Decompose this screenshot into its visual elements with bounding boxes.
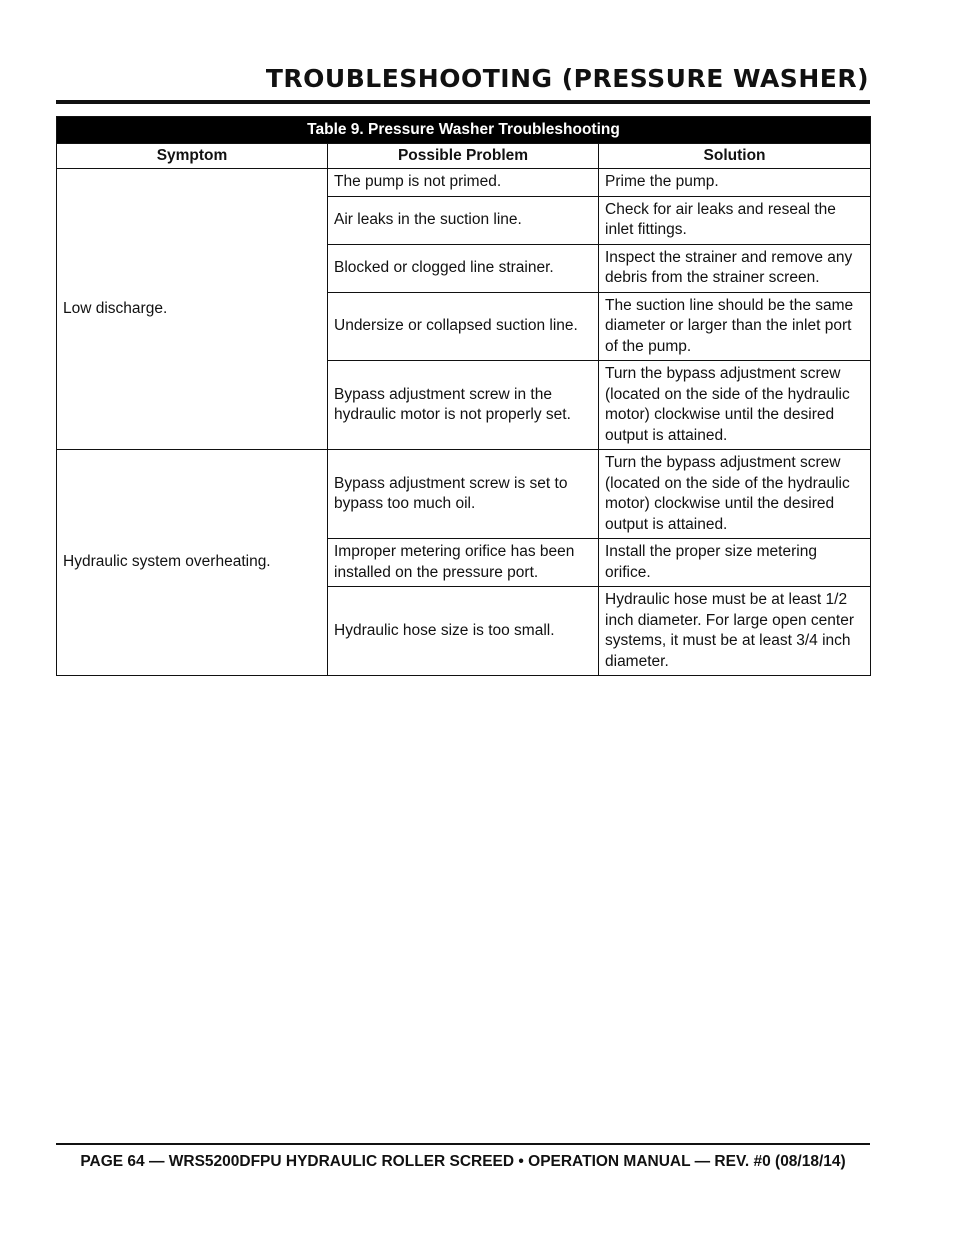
table-caption: Table 9. Pressure Washer Troubleshooting	[57, 117, 871, 144]
column-header-symptom: Symptom	[57, 144, 328, 169]
solution-cell: Hydraulic hose must be at least 1/2 inch diameter. For large open center systems, it must be at least 3/4 inch diameter.	[599, 587, 871, 676]
problem-cell: Air leaks in the suction line.	[328, 196, 599, 244]
solution-cell: Prime the pump.	[599, 169, 871, 197]
column-header-problem: Possible Problem	[328, 144, 599, 169]
problem-cell: Bypass adjustment screw is set to bypass too much oil.	[328, 450, 599, 539]
solution-cell: Inspect the strainer and remove any debris from the strainer screen.	[599, 244, 871, 292]
problem-cell: Blocked or clogged line strainer.	[328, 244, 599, 292]
column-header-solution: Solution	[599, 144, 871, 169]
page-title: TROUBLESHOOTING (PRESSURE WASHER)	[265, 64, 869, 93]
footer-divider	[56, 1143, 870, 1145]
symptom-cell: Low discharge.	[57, 169, 328, 450]
solution-cell: Check for air leaks and reseal the inlet fittings.	[599, 196, 871, 244]
page-footer: PAGE 64 — WRS5200DFPU HYDRAULIC ROLLER SCREED • OPERATION MANUAL — REV. #0 (08/18/14)	[80, 1153, 846, 1170]
solution-cell: The suction line should be the same diameter or larger than the inlet port of the pump.	[599, 292, 871, 361]
table-row	[57, 450, 871, 539]
problem-cell: Improper metering orifice has been installed on the pressure port.	[328, 539, 599, 587]
title-divider	[56, 100, 870, 104]
symptom-cell: Hydraulic system overheating.	[57, 450, 328, 676]
solution-cell: Install the proper size metering orifice.	[599, 539, 871, 587]
problem-cell: Bypass adjustment screw in the hydraulic motor is not properly set.	[328, 361, 599, 450]
problem-cell: Hydraulic hose size is too small.	[328, 587, 599, 676]
problem-cell: The pump is not primed.	[328, 169, 599, 197]
solution-cell: Turn the bypass adjustment screw (located on the side of the hydraulic motor) clockwise until the desired output is attained.	[599, 361, 871, 450]
problem-cell: Undersize or collapsed suction line.	[328, 292, 599, 361]
solution-cell: Turn the bypass adjustment screw (located on the side of the hydraulic motor) clockwise until the desired output is attained.	[599, 450, 871, 539]
troubleshooting-table	[56, 116, 871, 676]
table-row	[57, 169, 871, 197]
